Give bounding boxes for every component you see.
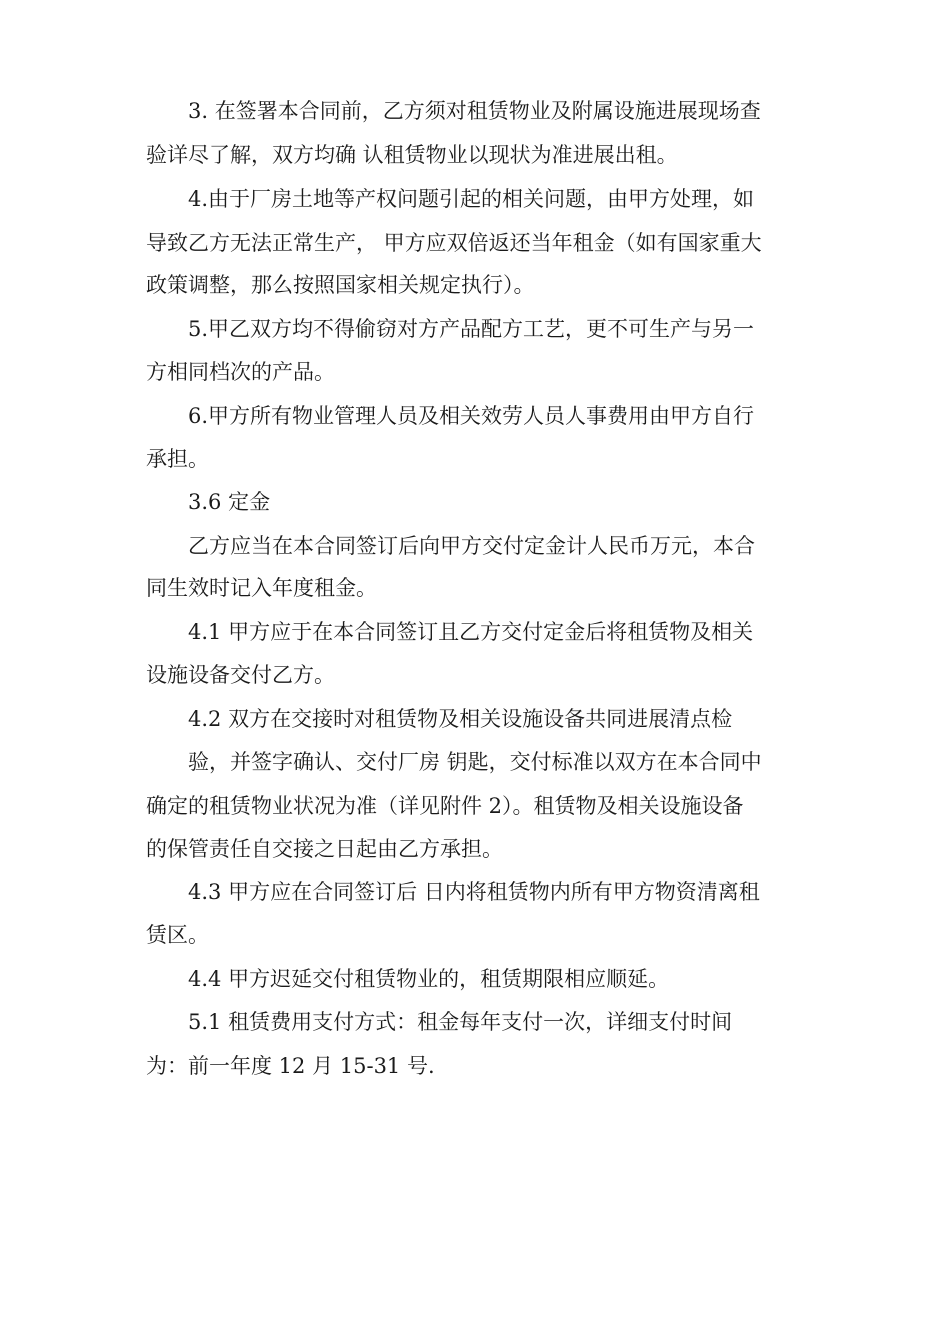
clause-4-1-line-1: 4.1 甲方应于在本合同签订且乙方交付定金后将租赁物及相关 [188,620,754,644]
clause-5-1-line-1: 5.1 租赁费用支付方式：租金每年支付一次，详细支付时间 [188,1010,733,1034]
clause-4-2-line-2: 验，并签字确认、交付厂房 钥匙，交付标准以双方在本合同中 [188,750,762,774]
clause-4-2-line-4: 的保管责任自交接之日起由乙方承担。 [146,837,503,861]
clause-6-line-2: 承担。 [146,447,209,471]
clause-5-line-1: 5.甲乙双方均不得偷窃对方产品配方工艺，更不可生产与另一 [188,317,755,341]
clause-4-2-line-1: 4.2 双方在交接时对租赁物及相关设施设备共同进展清点检 [188,707,733,731]
clause-5-1-line-2: 为：前一年度 12 月 15-31 号. [146,1054,435,1078]
clause-4-line-1: 4.由于厂房土地等产权问题引起的相关问题，由甲方处理，如 [188,187,755,211]
clause-4-3-line-2: 赁区。 [146,923,209,947]
clause-4-4-line-1: 4.4 甲方迟延交付租赁物业的，租赁期限相应顺延。 [188,967,670,991]
clause-3-line-2: 验详尽了解，双方均确 认租赁物业以现状为准进展出租。 [146,143,678,167]
deposit-line-2: 同生效时记入年度租金。 [146,576,377,600]
section-3-6-heading: 3.6 定金 [188,490,271,514]
clause-4-3-line-1: 4.3 甲方应在合同签订后 日内将租赁物内所有甲方物资清离租 [188,880,760,904]
clause-4-1-line-2: 设施设备交付乙方。 [146,663,335,687]
clause-3-line-1: 3. 在签署本合同前，乙方须对租赁物业及附属设施进展现场查 [188,99,761,123]
clause-4-line-2: 导致乙方无法正常生产， 甲方应双倍返还当年租金（如有国家重大 [146,231,762,255]
clause-4-line-3: 政策调整，那么按照国家相关规定执行）。 [146,273,535,297]
clause-4-2-line-3: 确定的租赁物业状况为准（详见附件 2）。租赁物及相关设施设备 [146,794,744,818]
deposit-line-1: 乙方应当在本合同签订后向甲方交付定金计人民币万元，本合 [188,534,755,558]
clause-6-line-1: 6.甲方所有物业管理人员及相关效劳人员人事费用由甲方自行 [188,404,755,428]
clause-5-line-2: 方相同档次的产品。 [146,360,335,384]
